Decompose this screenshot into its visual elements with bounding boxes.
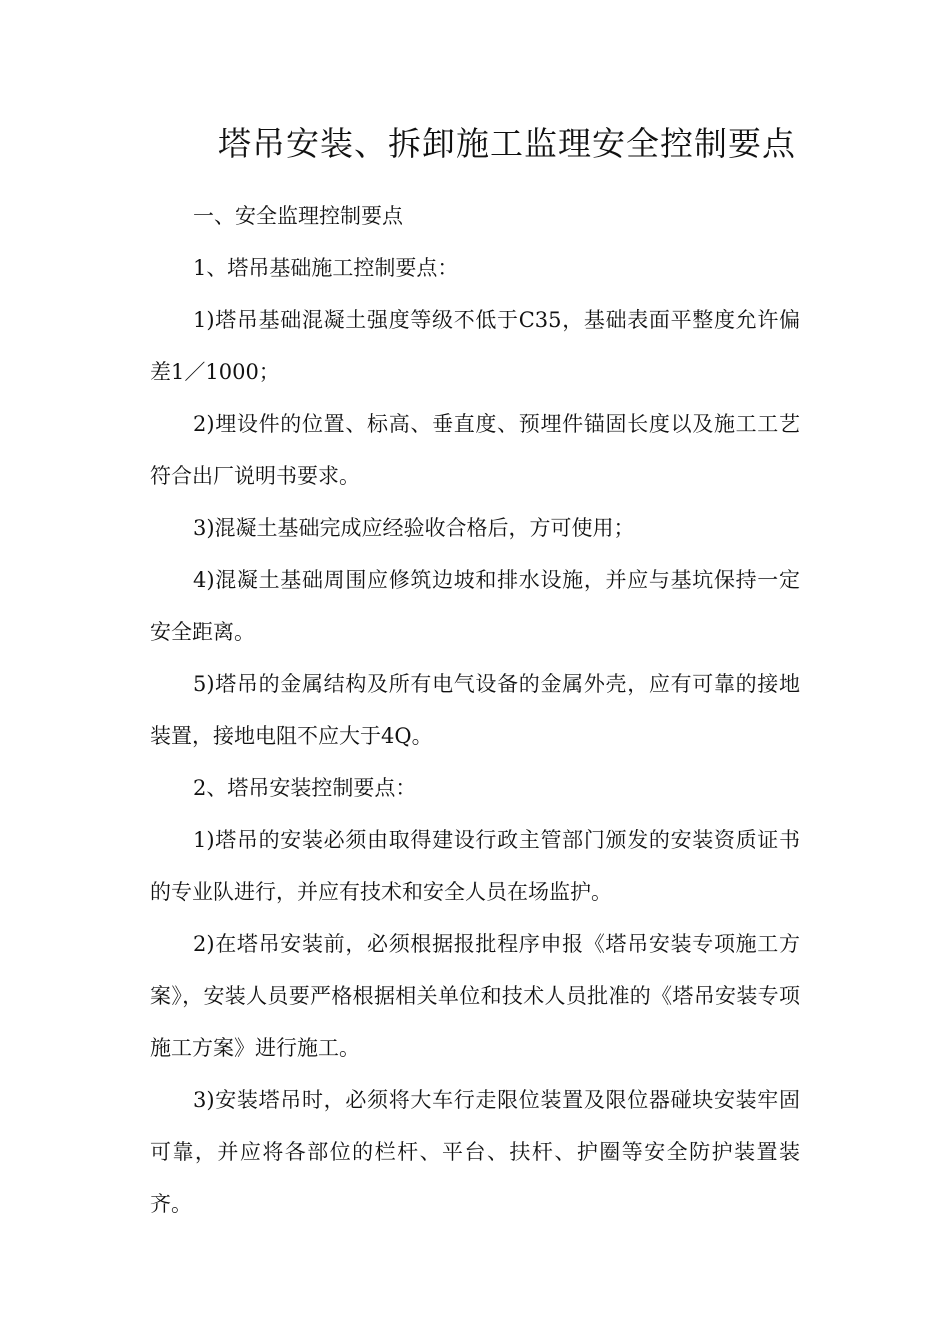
paragraph: 3)混凝土基础完成应经验收合格后，方可使用； — [193, 516, 635, 540]
paragraph: 4)混凝土基础周围应修筑边坡和排水设施，并应与基坑保持一定安全距离。 — [150, 568, 800, 644]
paragraph: 1)塔吊基础混凝土强度等级不低于C35，基础表面平整度允许偏差1／1000； — [150, 308, 800, 384]
paragraph: 2)埋设件的位置、标高、垂直度、预埋件锚固长度以及施工工艺符合出厂说明书要求。 — [150, 412, 800, 488]
subsection-heading-2: 2、塔吊安装控制要点： — [193, 776, 417, 800]
paragraph: 1)塔吊的安装必须由取得建设行政主管部门颁发的安装资质证书的专业队进行，并应有技术和安全人员在场监护。 — [150, 828, 800, 904]
section-heading-1: 一、安全监理控制要点 — [193, 204, 403, 228]
document-title: 塔吊安装、拆卸施工监理安全控制要点 — [218, 124, 796, 163]
paragraph: 3)安装塔吊时，必须将大车行走限位装置及限位器碰块安装牢固可靠，并应将各部位的栏杆、平台、扶杆、护圈等安全防护装置装齐。 — [150, 1088, 800, 1216]
paragraph: 2)在塔吊安装前，必须根据报批程序申报《塔吊安装专项施工方案》，安装人员要严格根据相关单位和技术人员批准的《塔吊安装专项施工方案》进行施工。 — [150, 932, 800, 1060]
subsection-heading-1: 1、塔吊基础施工控制要点： — [193, 256, 459, 280]
paragraph: 5)塔吊的金属结构及所有电气设备的金属外壳，应有可靠的接地装置，接地电阻不应大于4Q。 — [150, 672, 800, 748]
document-body — [150, 190, 800, 1230]
